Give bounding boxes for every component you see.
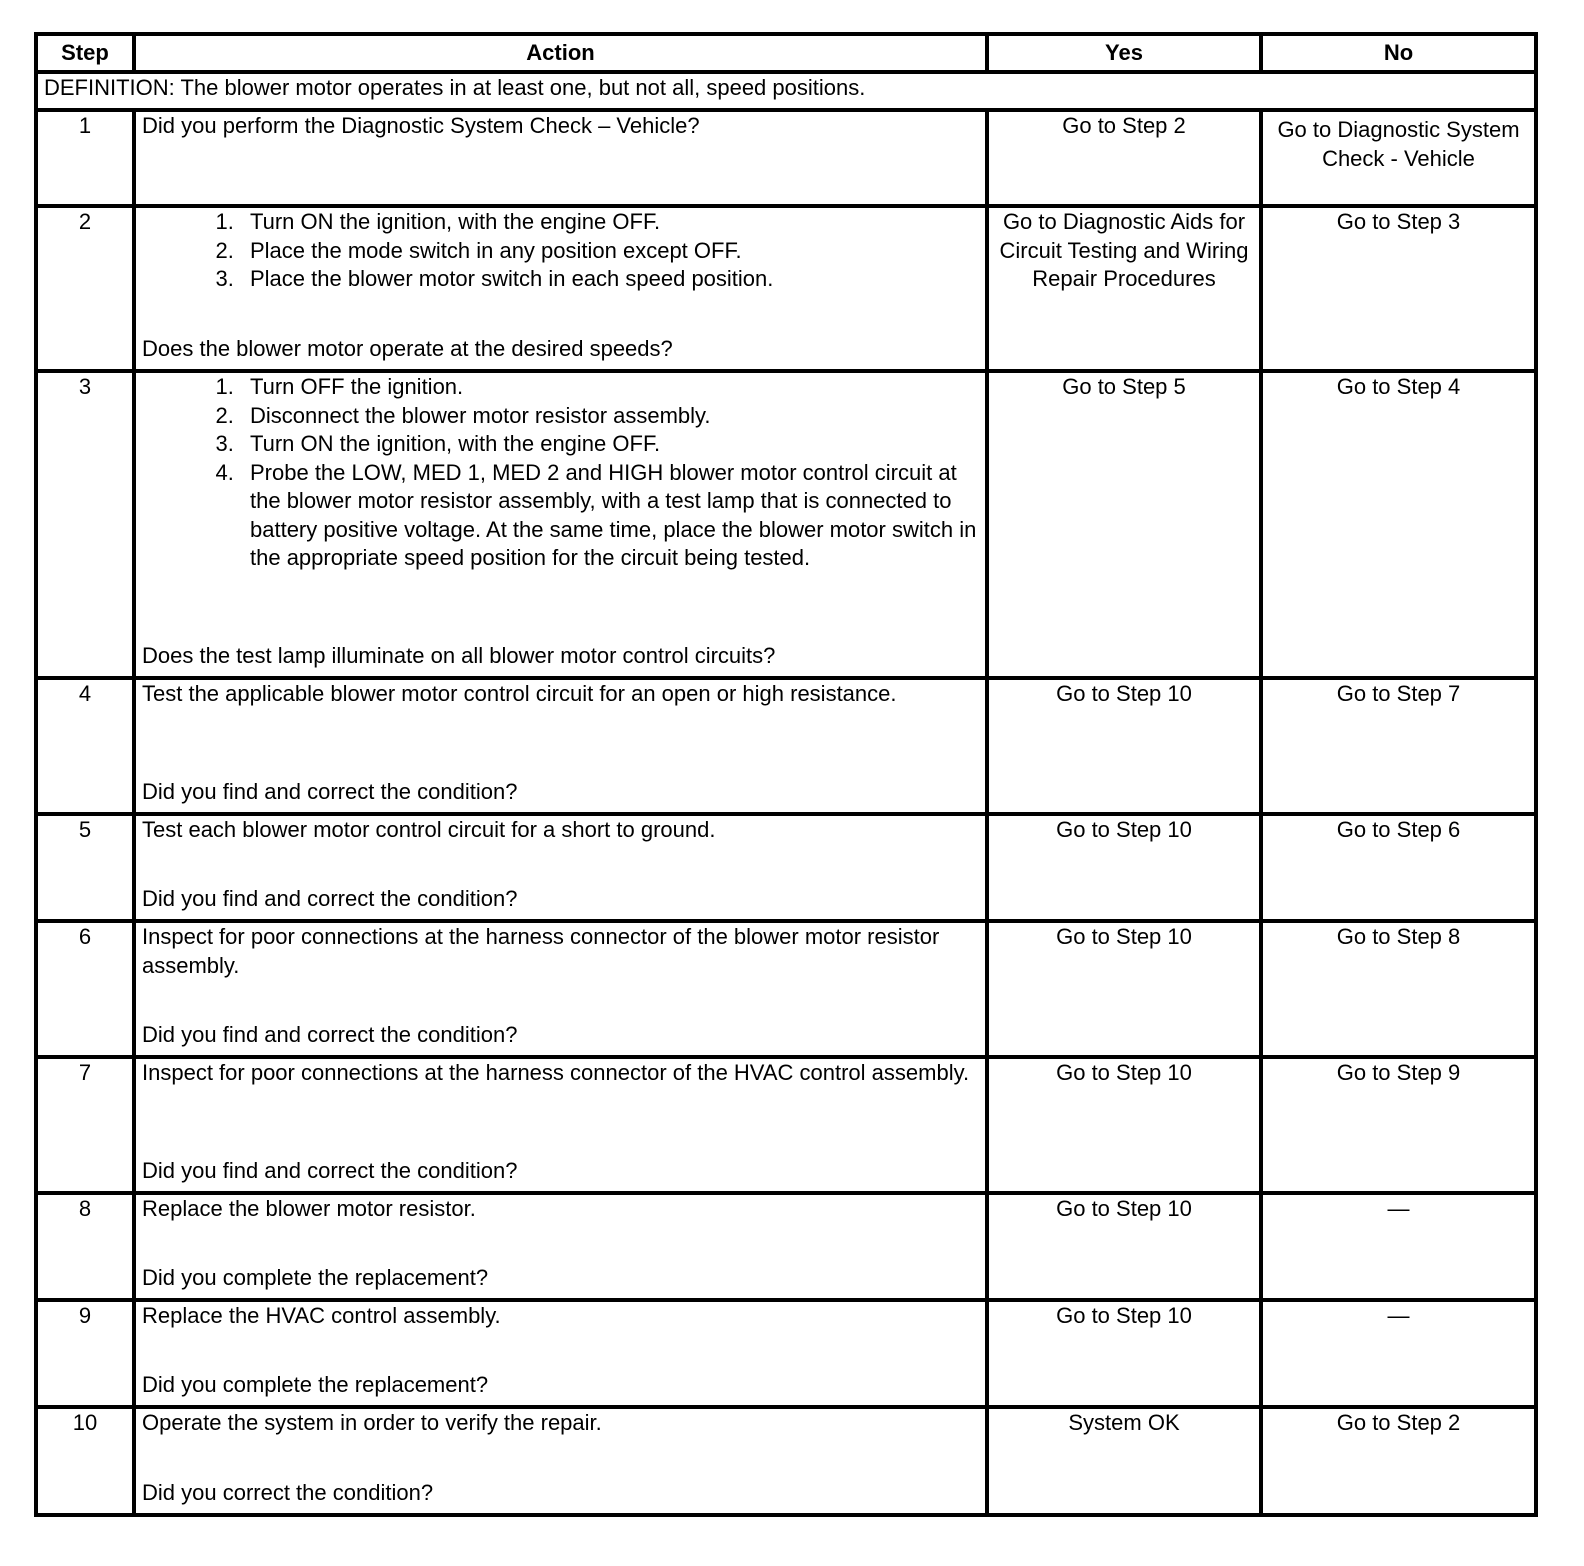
table-row [36,110,1536,206]
action-intro: Test each blower motor control circuit for a short to ground. [142,817,716,842]
action-content [142,1409,979,1507]
action-instructions [142,208,979,294]
action-question: Does the blower motor operate at the desired speeds? [142,335,673,361]
action-question: Did you find and correct the condition? [142,1021,518,1047]
no-result: Go to Step 7 [1261,678,1536,814]
yes-result: System OK [987,1407,1261,1515]
action-intro: Did you perform the Diagnostic System Check – Vehicle? [142,113,700,138]
procedure-step: 3. Turn ON the ignition, with the engine OFF. [240,430,979,459]
procedure-step: 2. Place the mode switch in any position except OFF. [240,237,979,266]
header-row [36,34,1536,72]
table-row [36,371,1536,678]
no-result: Go to Diagnostic System Check - Vehicle [1261,110,1536,206]
step-number: 6 [36,921,134,1057]
action-intro: Operate the system in order to verify the repair. [142,1410,602,1435]
action-question: Did you complete the replacement? [142,1264,489,1290]
action-content [142,1059,979,1185]
step-number: 7 [36,1057,134,1193]
definition-text: DEFINITION: The blower motor operates in at least one, but not all, speed positions. [36,72,1536,110]
action-cell [134,1193,987,1300]
action-instructions [142,1059,979,1088]
table-row [36,678,1536,814]
yes-result: Go to Diagnostic Aids for Circuit Testing and Wiring Repair Procedures [987,206,1261,371]
action-instructions [142,1409,979,1438]
action-content [142,112,979,198]
table-row [36,1057,1536,1193]
procedure-step: 4. Probe the LOW, MED 1, MED 2 and HIGH blower motor control circuit at the blower motor resistor assembly, with a test lamp that is connected to battery positive voltage. At the same time, place the blower motor switch in the appropriate speed position for the circuit being tested. [240,459,979,573]
step-number: 3 [36,371,134,678]
action-cell [134,206,987,371]
action-content [142,923,979,1049]
procedure-step: 2. Disconnect the blower motor resistor assembly. [240,402,979,431]
action-cell [134,814,987,921]
action-cell [134,110,987,206]
step-number: 1 [36,110,134,206]
yes-result: Go to Step 10 [987,814,1261,921]
table-row [36,921,1536,1057]
action-question: Did you find and correct the condition? [142,885,518,911]
action-instructions [142,1195,979,1224]
procedure-step: 3. Place the blower motor switch in each speed position. [240,265,979,294]
yes-result: Go to Step 10 [987,1193,1261,1300]
step-number: 5 [36,814,134,921]
action-instructions [142,816,979,845]
no-result: — [1261,1193,1536,1300]
action-cell [134,678,987,814]
table-body [36,72,1536,1515]
table-row [36,814,1536,921]
action-intro: Replace the blower motor resistor. [142,1196,476,1221]
action-content [142,1302,979,1399]
header-step: Step [36,34,134,72]
yes-result: Go to Step 10 [987,1300,1261,1407]
action-instructions [142,1302,979,1331]
action-content [142,208,979,363]
action-cell [134,1407,987,1515]
action-question: Did you find and correct the condition? [142,1157,518,1183]
no-result: Go to Step 9 [1261,1057,1536,1193]
action-question: Did you complete the replacement? [142,1371,489,1397]
action-instructions [142,373,979,573]
action-instructions [142,680,979,709]
yes-result: Go to Step 10 [987,921,1261,1057]
action-question: Did you correct the condition? [142,1479,434,1505]
no-result: — [1261,1300,1536,1407]
action-content [142,1195,979,1292]
yes-result: Go to Step 10 [987,1057,1261,1193]
step-number: 2 [36,206,134,371]
action-question: Did you find and correct the condition? [142,778,518,804]
diagnostic-table [34,32,1538,1517]
action-question: Does the test lamp illuminate on all blower motor control circuits? [142,642,776,668]
table-row [36,1407,1536,1515]
action-intro: Inspect for poor connections at the harness connector of the HVAC control assembly. [142,1060,970,1085]
action-intro: Replace the HVAC control assembly. [142,1303,501,1328]
action-intro: Inspect for poor connections at the harness connector of the blower motor resistor assembly. [142,924,940,978]
procedure-list [142,373,979,573]
procedure-list [142,208,979,294]
header-action: Action [134,34,987,72]
action-content [142,816,979,913]
action-content [142,373,979,670]
yes-result: Go to Step 10 [987,678,1261,814]
table-row [36,1300,1536,1407]
step-number: 8 [36,1193,134,1300]
action-cell [134,371,987,678]
action-cell [134,1300,987,1407]
action-cell [134,921,987,1057]
definition-row [36,72,1536,110]
header-no: No [1261,34,1536,72]
table-row [36,206,1536,371]
step-number: 9 [36,1300,134,1407]
no-result: Go to Step 4 [1261,371,1536,678]
table-row [36,1193,1536,1300]
procedure-step: 1. Turn OFF the ignition. [240,373,979,402]
no-result: Go to Step 8 [1261,921,1536,1057]
yes-result: Go to Step 2 [987,110,1261,206]
action-intro: Test the applicable blower motor control circuit for an open or high resistance. [142,681,897,706]
yes-result: Go to Step 5 [987,371,1261,678]
action-content [142,680,979,806]
no-result: Go to Step 6 [1261,814,1536,921]
no-result: Go to Step 2 [1261,1407,1536,1515]
action-cell [134,1057,987,1193]
no-result: Go to Step 3 [1261,206,1536,371]
header-yes: Yes [987,34,1261,72]
step-number: 10 [36,1407,134,1515]
procedure-step: 1. Turn ON the ignition, with the engine OFF. [240,208,979,237]
step-number: 4 [36,678,134,814]
action-instructions [142,923,979,980]
action-instructions [142,112,979,141]
